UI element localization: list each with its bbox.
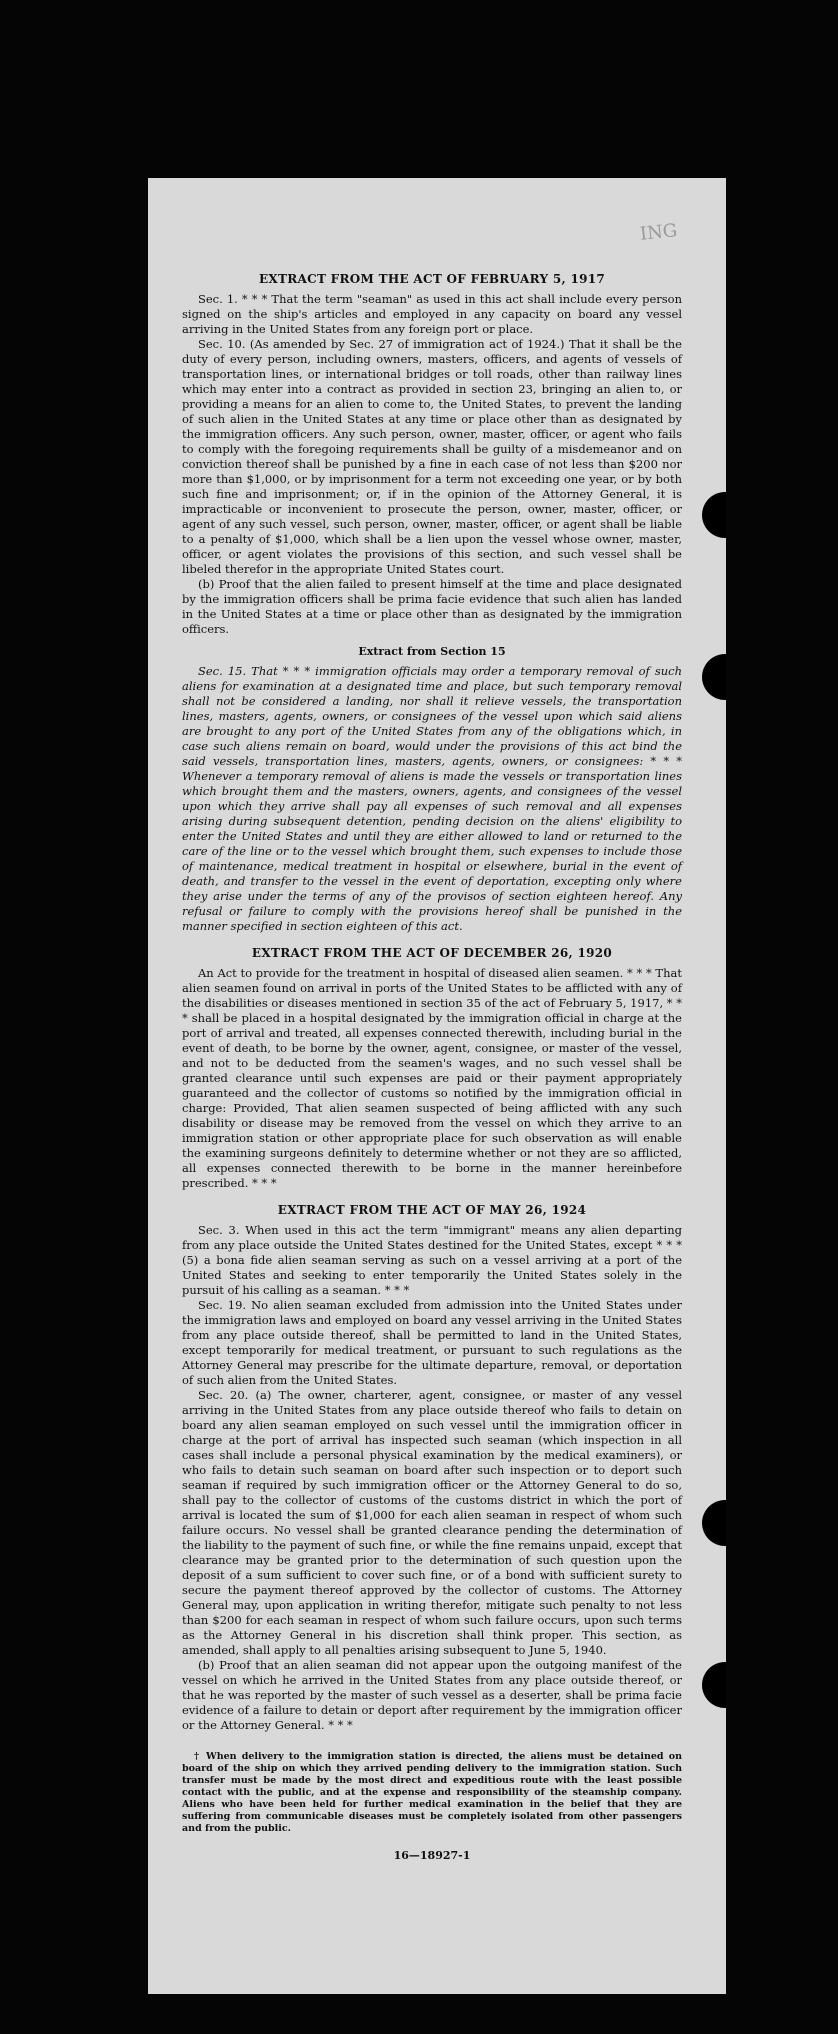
paragraph-sec-3: Sec. 3. When used in this act the term "immigrant" means any alien departing from any place outside the United States destined for the United States, except * * * (5) a bona fide alien seaman serving as such on a vessel arriving at a port of the United States and seeking to enter temporarily the United States solely in the pursuit of his calling as a seaman. * * * [182,1223,682,1297]
footnote: † When delivery to the immigration station is directed, the aliens must be detained on board of the ship on which they arrived pending delivery to the immigration station. Such transfer must be made by the most direct and expeditious route with the least possible contact with the public, and at the expense and responsibility of the steamship company. Aliens who have been held for further medical examination in the belief that they are suffering from communicable diseases must be completely isolated from other passengers and from the public. [182,1751,682,1834]
form-number: 16—18927-1 [393,1849,471,1862]
paragraph-sec-10-b: (b) Proof that the alien failed to present himself at the time and place designated by the immigration officers shall be prima facie evidence that such alien has landed in the United States at a time or place other than as designated by the immigration officers. [182,577,682,636]
punch-hole-3 [702,1500,726,1546]
heading-act-1920: EXTRACT FROM THE ACT OF DECEMBER 26, 1920 [251,946,613,960]
paragraph-sec-10: Sec. 10. (As amended by Sec. 27 of immigration act of 1924.) That it shall be the duty of every person, including owners, masters, officers, and agents of vessels of transportation lines, or international bridges or toll roads, other than railway lines which may enter into a contract as provided in section 23, bringing an alien to, or providing a means for an alien to come to, the United States, to prevent the landing of such alien in the United States at any time or place other than as designated by the immigration officers. Any such person, owner, master, officer, or agent who fails to comply with the foregoing requirements shall be guilty of a misdemeanor and on conviction thereof shall be punished by a fine in each case of not less than $200 nor more than $1,000, or by imprisonment for a term not exceeding one year, or by both such fine and imprisonment; or, if in the opinion of the Attorney General, it is impracticable or inconvenient to prosecute the person, owner, master, officer, or agent of any such vessel, such person, owner, master, officer, or agent shall be liable to a penalty of $1,000, which shall be a lien upon the vessel whose owner, master, officer, or agent violates the provisions of this section, and such vessel shall be libeled therefor in the appropriate United States court. [182,337,682,576]
document-page [148,178,726,1994]
heading-act-1924: EXTRACT FROM THE ACT OF MAY 26, 1924 [277,1203,587,1217]
document-body [182,272,682,1862]
heading-section-15: Extract from Section 15 [358,645,506,658]
punch-hole-2 [702,654,726,700]
punch-hole-4 [702,1662,726,1708]
paragraph-sec-20-a: Sec. 20. (a) The owner, charterer, agent, consignee, or master of any vessel arriving in the United States from any place outside thereof who fails to detain on board any alien seaman employed on such vessel until the immigration officer in charge at the port of arrival has inspected such seaman (which inspection in all cases shall include a personal physical examination by the medical examiners), or who fails to detain such seaman on board after such inspection or to deport such seaman if required by such immigration officer or the Attorney General to do so, shall pay to the collector of customs of the customs district in which the port of arrival is located the sum of $1,000 for each alien seaman in respect of whom such failure occurs. No vessel shall be granted clearance pending the determination of the liability to the payment of such fine, or while the fine remains unpaid, except that clearance may be granted prior to the determination of such question upon the deposit of a sum sufficient to cover such fine, or of a bond with sufficient surety to secure the payment thereof approved by the collector of customs. The Attorney General may, upon application in writing therefor, mitigate such penalty to not less than $200 for each seaman in respect of whom such failure occurs, upon such terms as the Attorney General in his discretion shall think proper. This section, as amended, shall apply to all penalties arising subsequent to June 5, 1940. [182,1388,682,1657]
paragraph-sec-1: Sec. 1. * * * That the term "seaman" as used in this act shall include every person signed on the ship's articles and employed in any capacity on board any vessel arriving in the United States from any foreign port or place. [182,292,682,336]
paragraph-sec-19: Sec. 19. No alien seaman excluded from admission into the United States under the immigration laws and employed on board any vessel arriving in the United States from any place outside thereof, shall be permitted to land in the United States, except temporarily for medical treatment, or pursuant to such regulations as the Attorney General may prescribe for the ultimate departure, removal, or deportation of such alien from the United States. [182,1298,682,1387]
paragraph-sec-15: Sec. 15. That * * * immigration officials may order a temporary removal of such aliens for examination at a designated time and place, but such temporary removal shall not be considered a landing, nor shall it relieve vessels, the transportation lines, masters, agents, owners, or consignees of the vessel upon which said aliens are brought to any port of the United States from any of the obligations which, in case such aliens remain on board, would under the provisions of this act bind the said vessels, transportation lines, masters, agents, owners, or consignees: * * * Whenever a temporary removal of aliens is made the vessels or transportation lines which brought them and the masters, owners, agents, and consignees of the vessel upon which they arrive shall pay all expenses of such removal and all expenses arising during subsequent detention, pending decision on the aliens' eligibility to enter the United States and until they are either allowed to land or returned to the care of the line or to the vessel which brought them, such expenses to include those of maintenance, medical treatment in hospital or elsewhere, burial in the event of death, and transfer to the vessel in the event of deportation, excepting only where they arise under the terms of any of the provisos of section eighteen hereof. Any refusal or failure to comply with the provisions hereof shall be punished in the manner specified in section eighteen of this act. [182,664,682,933]
paragraph-sec-20-b: (b) Proof that an alien seaman did not appear upon the outgoing manifest of the vessel on which he arrived in the United States from any place outside thereof, or that he was reported by the master of such vessel as a deserter, shall be prima facie evidence of a failure to detain or deport after requirement by the immigration officer or the Attorney General. * * * [182,1658,682,1732]
heading-act-1917: EXTRACT FROM THE ACT OF FEBRUARY 5, 1917 [258,272,606,286]
paragraph-act-1920: An Act to provide for the treatment in hospital of diseased alien seamen. * * * That alien seamen found on arrival in ports of the United States to be afflicted with any of the disabilities or diseases mentioned in section 35 of the act of February 5, 1917, * * * shall be placed in a hospital designated by the immigration official in charge at the port of arrival and treated, all expenses connected therewith, including burial in the event of death, to be borne by the owner, agent, consignee, or master of the vessel, and not to be deducted from the seamen's wages, and no such vessel shall be granted clearance until such expenses are paid or their payment appropriately guaranteed and the collector of customs so notified by the immigration official in charge: Provided, That alien seamen suspected of being afflicted with any such disability or disease may be removed from the vessel on which they arrive to an immigration station or other appropriate place for such observation as will enable the examining surgeons definitely to determine whether or not they are so afflicted, all expenses connected therewith to be borne in the manner hereinbefore prescribed. * * * [182,966,682,1190]
faded-stamp: ING [639,220,679,245]
punch-hole-1 [702,492,726,538]
